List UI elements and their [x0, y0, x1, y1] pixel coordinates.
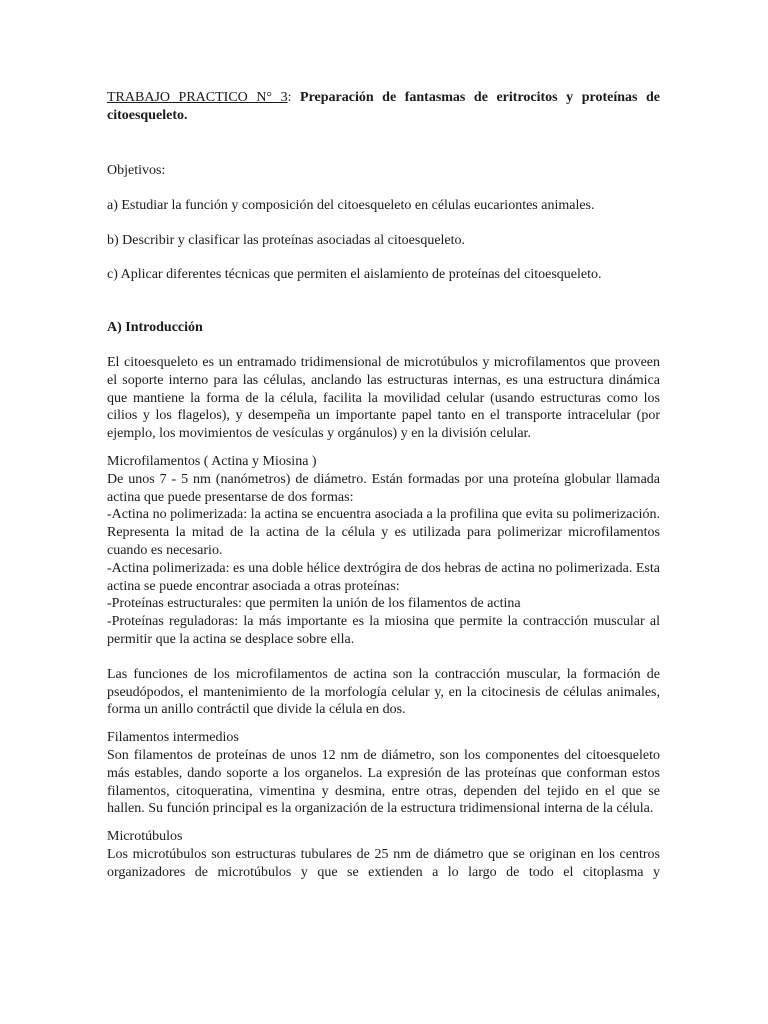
objectives-heading: Objetivos: [107, 163, 166, 178]
microfilaments-functions: Las funciones de los microfilamentos de actina son la contracción muscular, la formación de pseudópodos, el mantenimiento de la morfología celular y, en la citocinesis de células animales, forma un anillo contráctil que divide la célula en dos. [107, 666, 660, 718]
document-title [107, 89, 660, 125]
microfilaments-line: -Proteínas reguladoras: la más importante es la miosina que permite la contracción muscular al permitir que la actina se desplace sobre ella. [107, 614, 660, 647]
microfilaments-heading: Microfilamentos ( Actina y Miosina ) [107, 453, 317, 469]
intro-paragraph: El citoesqueleto es un entramado tridimensional de microtúbulos y microfilamentos que proveen el soporte interno para las células, anclando las estructuras internas, es una estructura dinámica que mantiene la forma de la célula, facilita la movilidad celular (usando estructuras como los cilios y los flagelos), y desempeña un importante papel tanto en el transporte intracelular (por ejemplo, los movimientos de vesículas y orgánulos) y en la división celular. [107, 354, 660, 442]
microtubules-paragraph: Los microtúbulos son estructuras tubulares de 25 nm de diámetro que se originan en los centros organizadores de microtúbulos y que se extienden a lo largo de todo el citoplasma y [107, 846, 660, 880]
microfilaments-line: -Proteínas estructurales: que permiten la unión de los filamentos de actina [107, 596, 521, 612]
microfilaments-line: De unos 7 - 5 nm (nanómetros) de diámetro. Están formadas por una proteína globular llamada actina que puede presentarse de dos formas: [107, 471, 660, 505]
title-label: TRABAJO PRACTICO N° 3 [107, 90, 288, 105]
title-separator: : [287, 90, 292, 105]
microtubules-heading: Microtúbulos [107, 829, 183, 845]
objective-item-a: a) Estudiar la función y composición del citoesqueleto en células eucariontes animales. [107, 197, 595, 213]
microfilaments-line: -Actina polimerizada: es una doble hélice dextrógira de dos hebras de actina no polimerizada. Esta actina se puede encontrar asociada a otras proteínas: [107, 560, 660, 594]
intermediate-filaments-heading: Filamentos intermedios [107, 730, 239, 746]
objective-item-b: b) Describir y clasificar las proteínas asociadas al citoesqueleto. [107, 232, 466, 248]
section-heading-introduccion: A) Introducción [107, 320, 203, 336]
objective-item-c: c) Aplicar diferentes técnicas que permiten el aislamiento de proteínas del citoesqueleto. [107, 267, 602, 283]
document-content [107, 89, 660, 882]
title-text: Preparación de fantasmas de eritrocitos y proteínas de citoesqueleto. [107, 90, 660, 123]
intermediate-filaments-paragraph: Son filamentos de proteínas de unos 12 nm de diámetro, son los componentes del citoesqueleto más estables, dando soporte a los organelos. La expresión de las proteínas que conforman estos filamentos, citoqueratina, vimentina y desmina, entre otras, dependen del tejido en el que se hallen. Su función principal es la organización de la estructura tridimensional interna de la célula. [107, 747, 660, 817]
microfilaments-line: -Actina no polimerizada: la actina se encuentra asociada a la profilina que evita su polimerización. Representa la mitad de la actina de la célula y es utilizada para polimerizar microfilamentos cuando es necesario. [107, 507, 660, 558]
